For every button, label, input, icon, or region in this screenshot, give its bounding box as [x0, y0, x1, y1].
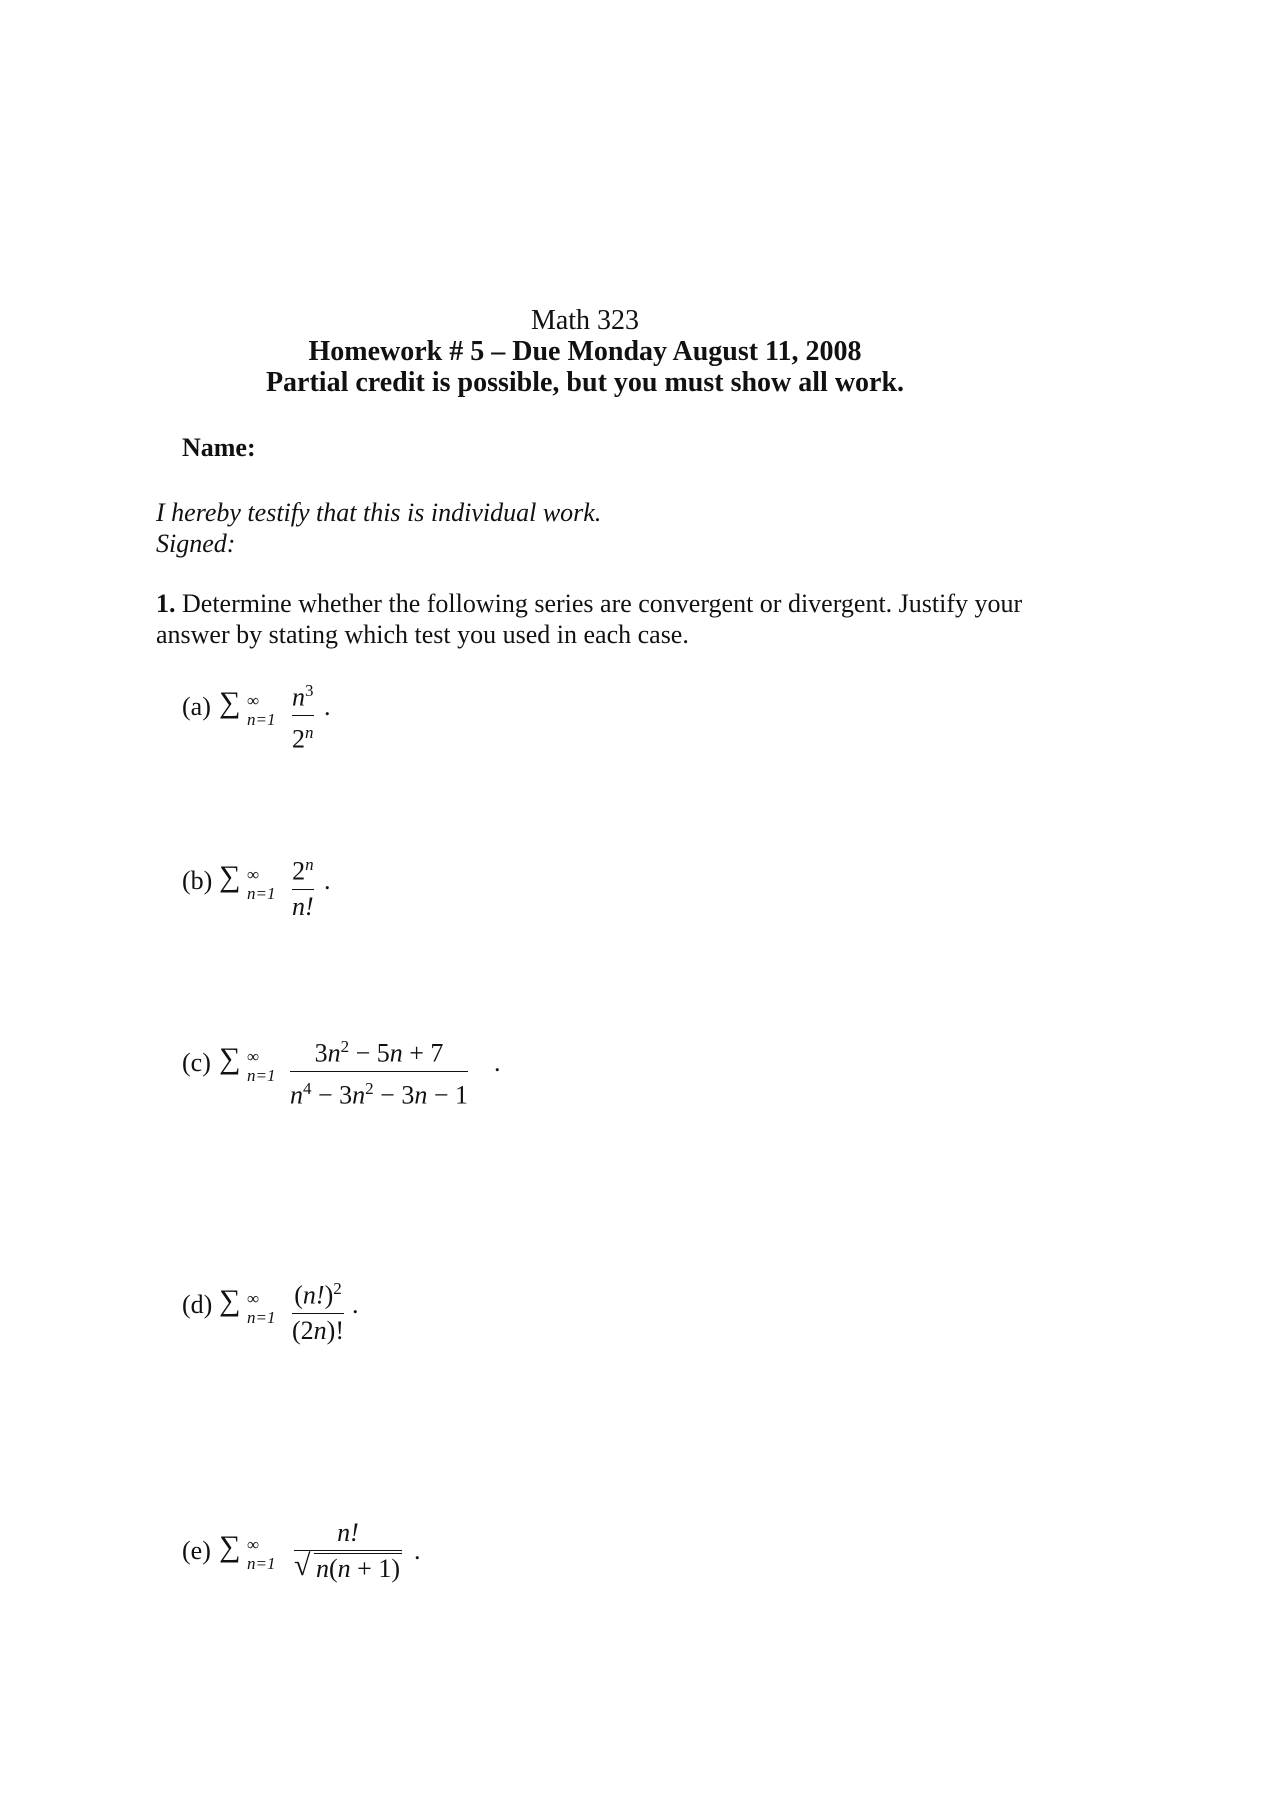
sigma-symbol: ∑ — [219, 1284, 241, 1317]
series-term-fraction — [292, 676, 314, 754]
summation-bounds — [247, 692, 275, 728]
upper-bound: ∞ — [247, 1047, 260, 1066]
fraction-numerator: $3n^2 - 5n + 7$ — [314, 1037, 444, 1068]
question-text: Determine whether the following series are convergent or divergent. Justify your answer by stating which test you used in each case. — [156, 589, 1023, 649]
summation-bounds — [247, 1048, 275, 1084]
summation-bounds — [247, 1290, 275, 1326]
fraction-denominator: (2n)! — [292, 1315, 344, 1345]
period: . — [352, 1290, 359, 1319]
upper-bound: ∞ — [247, 865, 260, 884]
partial-credit-line: Partial credit is possible, but you must show all work. — [265, 367, 905, 398]
series-term-fraction — [292, 850, 314, 922]
period: . — [324, 866, 331, 895]
series-term-fraction — [292, 1274, 344, 1346]
series-term-fraction — [290, 1032, 468, 1110]
item-label: (c) — [182, 1048, 211, 1077]
testify-line: I hereby testify that this is individual work. — [156, 498, 602, 527]
fraction-numerator: 2$^n$ — [292, 855, 314, 886]
fraction-numerator: n! — [337, 1518, 359, 1547]
item-label: (e) — [182, 1536, 211, 1565]
sigma-symbol: ∑ — [219, 1042, 241, 1075]
upper-bound: ∞ — [247, 1289, 260, 1308]
lower-bound: n=1 — [247, 1308, 276, 1327]
testify-statement — [156, 497, 601, 559]
document-header — [0, 305, 1170, 398]
item-label: (d) — [182, 1290, 213, 1319]
homework-due-line: Homework # 5 – Due Monday August 11, 2008 — [308, 336, 862, 367]
sigma-symbol: ∑ — [219, 1530, 241, 1563]
summation-bounds — [247, 866, 275, 902]
name-label: Name: — [182, 433, 256, 462]
fraction-bar — [292, 889, 314, 890]
course-title: Math 323 — [530, 305, 640, 336]
sigma-symbol: ∑ — [219, 860, 241, 893]
lower-bound: n=1 — [247, 1554, 276, 1573]
sigma-symbol: ∑ — [219, 686, 241, 719]
fraction-bar — [292, 715, 314, 716]
period: . — [494, 1048, 501, 1077]
lower-bound: n=1 — [247, 1066, 276, 1085]
item-label: (b) — [182, 866, 213, 895]
series-term-fraction — [294, 1518, 402, 1584]
item-label: (a) — [182, 692, 211, 721]
lower-bound: n=1 — [247, 710, 276, 729]
fraction-numerator: $n^3$ — [292, 681, 314, 712]
question-1 — [156, 588, 1036, 650]
upper-bound: ∞ — [247, 691, 260, 710]
fraction-denominator — [294, 1549, 402, 1584]
question-number: 1. — [156, 589, 176, 618]
period: . — [324, 692, 331, 721]
fraction-denominator: $n^4 - 3n^2 - 3n - 1$ — [290, 1078, 469, 1110]
period: . — [414, 1536, 421, 1565]
fraction-bar — [290, 1071, 468, 1072]
signed-label: Signed: — [156, 529, 236, 558]
fraction-bar — [292, 1313, 344, 1314]
summation-bounds — [247, 1536, 275, 1572]
fraction-denominator: n! — [292, 891, 314, 921]
lower-bound: n=1 — [247, 884, 276, 903]
square-root: √ n(n + 1) — [294, 1549, 400, 1583]
fraction-denominator: 2$^n$ — [292, 722, 314, 754]
fraction-numerator: $(n!)^2$ — [294, 1279, 342, 1310]
upper-bound: ∞ — [247, 1535, 260, 1554]
radical-sign: √ — [294, 1549, 311, 1582]
